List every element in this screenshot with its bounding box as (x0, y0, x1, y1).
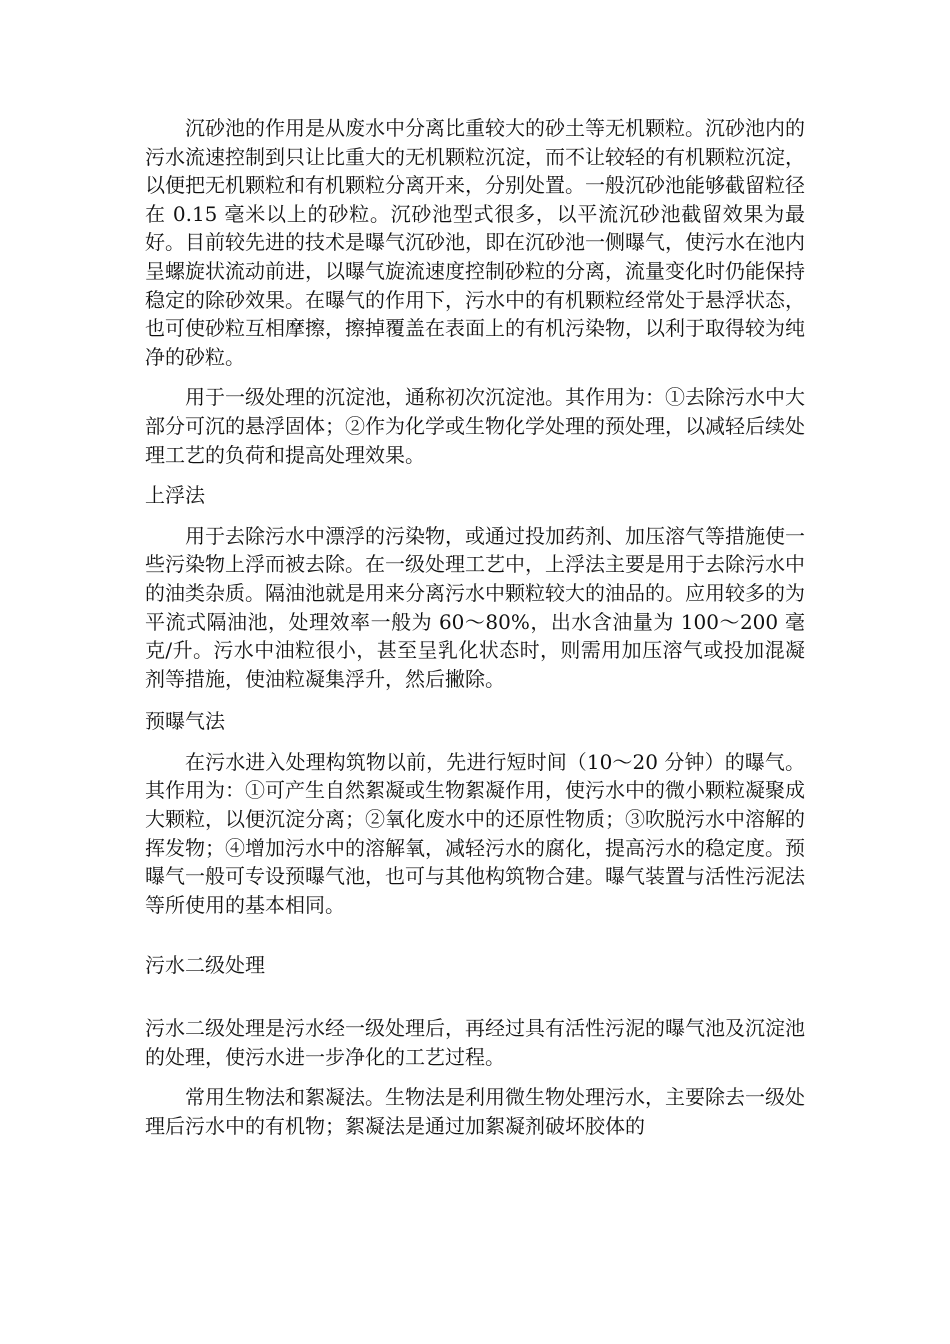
paragraph-spacer (145, 693, 805, 707)
paragraph-flotation: 用于去除污水中漂浮的污染物，或通过投加药剂、加压溶气等措施使一些污染物上浮而被去除。在一级处理工艺中，上浮法主要是用于去除污水中的油类杂质。隔油池就是用来分离污水中颗粒较大的油品的。应用较多的为平流式隔油池，处理效率一般为 60～80%，出水含油量为 100～200 毫克/升。污水中油粒很小，甚至呈乳化状态时，则需用加压溶气或投加混凝剂等措施，使油粒凝集浮升，然后撇除。 (145, 523, 805, 691)
paragraph-spacer (145, 469, 805, 481)
paragraph-spacer (145, 1071, 805, 1083)
section-spacer (145, 919, 805, 951)
heading-flotation: 上浮法 (145, 483, 205, 508)
paragraph-spacer (145, 510, 805, 522)
paragraph-spacer (145, 371, 805, 383)
paragraph-pre-aeration: 在污水进入处理构筑物以前，先进行短时间（10～20 分钟）的曝气。其作用为：①可产生自然絮凝或生物絮凝作用，使污水中的微小颗粒凝聚成大颗粒，以便沉淀分离；②氧化废水中的还原性物质；③吹脱污水中溶解的挥发物；④增加污水中的溶解氧，减轻污水的腐化，提高污水的稳定度。预曝气一般可专设预曝气池，也可与其他构筑物合建。曝气装置与活性污泥法等所使用的基本相同。 (145, 749, 805, 917)
heading-pre-aeration: 预曝气法 (145, 709, 225, 734)
document-body (145, 114, 805, 1140)
paragraph-secondary-treatment: 污水二级处理是污水经一级处理后，再经过具有活性污泥的曝气池及沉淀池的处理，使污水进一步净化的工艺过程。 (145, 1016, 805, 1069)
section-spacer (145, 980, 805, 1014)
paragraph-grit-chamber: 沉砂池的作用是从废水中分离比重较大的砂土等无机颗粒。沉砂池内的污水流速控制到只让比重大的无机颗粒沉淀，而不让较轻的有机颗粒沉淀，以便把无机颗粒和有机颗粒分离开来，分别处置。一般沉砂池能够截留粒径在 0.15 毫米以上的砂粒。沉砂池型式很多，以平流沉砂池截留效果为最好。目前较先进的技术是曝气沉砂池，即在沉砂池一侧曝气，使污水在池内呈螺旋状流动前进，以曝气旋流速度控制砂粒的分离，流量变化时仍能保持稳定的除砂效果。在曝气的作用下，污水中的有机颗粒经常处于悬浮状态，也可使砂粒互相摩擦，擦掉覆盖在表面上的有机污染物，以利于取得较为纯净的砂粒。 (145, 116, 805, 369)
paragraph-treatment-methods: 常用生物法和絮凝法。生物法是利用微生物处理污水，主要除去一级处理后污水中的有机物；絮凝法是通过加絮凝剂破坏胶体的 (145, 1085, 805, 1138)
paragraph-spacer (145, 736, 805, 748)
heading-secondary-treatment: 污水二级处理 (145, 953, 265, 978)
paragraph-primary-sedimentation: 用于一级处理的沉淀池，通称初次沉淀池。其作用为：①去除污水中大部分可沉的悬浮固体；②作为化学或生物化学处理的预处理，以减轻后续处理工艺的负荷和提高处理效果。 (145, 385, 805, 467)
